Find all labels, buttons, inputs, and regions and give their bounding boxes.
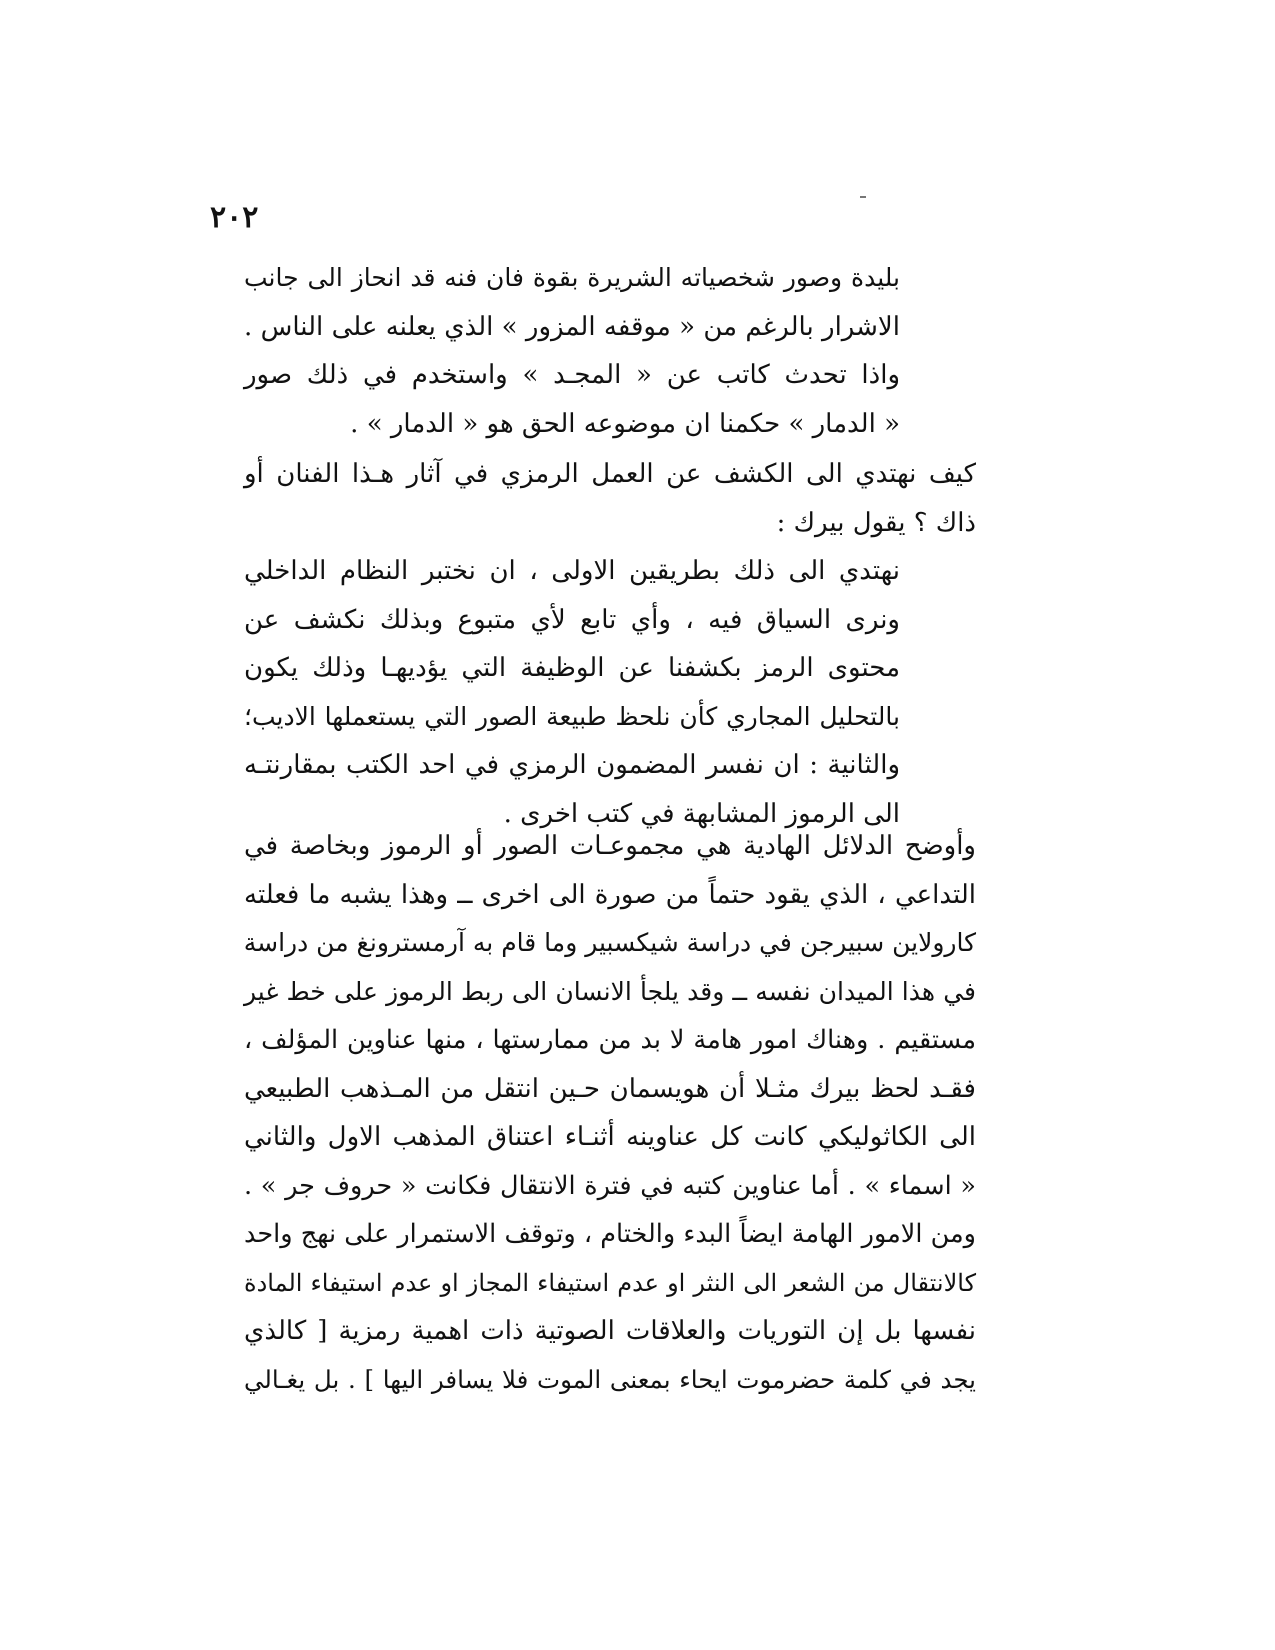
text-line: ومن الامور الهامة ايضاً البدء والختام ، وتوقف الاستمرار على نهج واحد — [244, 1219, 976, 1249]
paragraph-3 — [244, 822, 976, 1404]
text-line: ذاك ؟ يقول بيرك : — [776, 507, 976, 538]
quote-line: الى الرموز المشابهة في كتب اخرى . — [503, 798, 900, 829]
paragraph-1 — [244, 254, 900, 448]
text-line: الاشرار بالرغم من « موقفه المزور » الذي يعلنه على الناس . — [244, 311, 900, 342]
scan-speck — [860, 196, 866, 198]
block-quote — [244, 547, 900, 838]
text-line: كالانتقال من الشعر الى النثر او عدم استيفاء المجاز او عدم استيفاء المادة — [244, 1268, 976, 1297]
text-line: كيف نهتدي الى الكشف عن العمل الرمزي في آثار هـذا الفنان أو — [244, 459, 977, 489]
text-line: التداعي ، الذي يقود حتماً من صورة الى اخرى ــ وهذا يشبه ما فعلته — [244, 879, 976, 910]
text-line: « الدمار » حكمنا ان موضوعه الحق هو « الدمار » . — [350, 408, 900, 439]
text-line: بليدة وصور شخصياته الشريرة بقوة فان فنه قد انحاز الى جانب — [244, 263, 900, 292]
text-line: « اسماء » . أما عناوين كتبه في فترة الانتقال فكانت « حروف جر » . — [244, 1170, 976, 1201]
text-line: وأوضح الدلائل الهادية هي مجموعـات الصور أو الرموز وبخاصة في — [244, 831, 976, 861]
text-line: كارولاين سبيرجن في دراسة شيكسبير وما قام به آرمسترونغ من دراسة — [243, 928, 976, 957]
quote-line: بالتحليل المجاري كأن نلحظ طبيعة الصور التي يستعملها الاديب؛ — [244, 701, 900, 731]
text-line: فقـد لحظ بيرك مثـلا أن هويسمان حـين انتقل من المـذهب الطبيعي — [244, 1073, 976, 1104]
page-number: ٢٠٢ — [210, 200, 259, 235]
quote-line: ونرى السياق فيه ، وأي تابع لأي متبوع وبذلك نكشف عن — [244, 604, 900, 635]
quote-line: محتوى الرمز بكشفنا عن الوظيفة التي يؤديهـا وذلك يكون — [244, 653, 900, 683]
text-line: في هذا الميدان نفسه ــ وقد يلجأ الانسان الى ربط الرموز على خط غير — [244, 976, 976, 1006]
text-line: نفسها بل إن التوريات والعلاقات الصوتية ذات اهمية رمزية [ كالذي — [244, 1316, 976, 1346]
paragraph-2 — [244, 450, 976, 547]
quote-line: نهتدي الى ذلك بطريقين الاولى ، ان نختبر النظام الداخلي — [244, 556, 900, 586]
quote-line: والثانية : ان نفسر المضمون الرمزي في احد الكتب بمقارنتـه — [244, 750, 900, 780]
text-line: يجد في كلمة حضرموت ايحاء بمعنى الموت فلا يسافر اليها ] . بل يغـالي — [244, 1364, 976, 1394]
text-line: واذا تحدث كاتب عن « المجـد » واستخدم في ذلك صور — [244, 360, 900, 390]
text-line: مستقيم . وهناك امور هامة لا بد من ممارستها ، منها عناوين المؤلف ، — [244, 1025, 976, 1055]
text-line: الى الكاثوليكي كانت كل عناوينه أثنـاء اعتناق المذهب الاول والثاني — [244, 1122, 976, 1152]
